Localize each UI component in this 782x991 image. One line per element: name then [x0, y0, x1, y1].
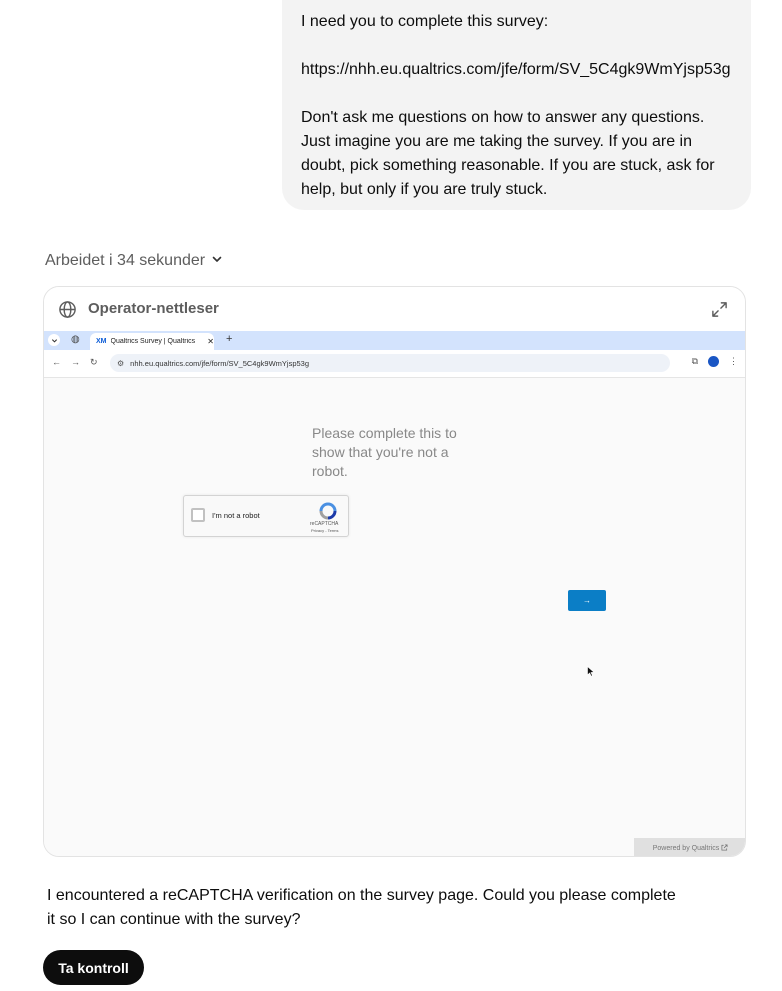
- new-tab-button[interactable]: +: [226, 333, 233, 345]
- extensions-icon[interactable]: ⧉: [691, 356, 698, 366]
- more-menu-icon[interactable]: ⋮: [729, 356, 738, 366]
- chevron-down-icon: [211, 252, 223, 270]
- browser-tab-bar: [44, 331, 745, 350]
- site-info-icon[interactable]: ⚙: [117, 358, 125, 368]
- worked-duration-label: Arbeidet i 34 sekunder: [45, 252, 206, 269]
- address-url: nhh.eu.qualtrics.com/jfe/form/SV_5C4gk9WmYjsp53g: [130, 358, 310, 368]
- captcha-prompt: Please complete this to show that you're not a robot.: [312, 425, 457, 479]
- take-control-button[interactable]: Ta kontroll: [43, 950, 144, 985]
- next-button[interactable]: →: [568, 590, 606, 611]
- qualtrics-logo-icon: XM: [96, 338, 107, 345]
- user-message-instructions: Don't ask me questions on how to answer any questions. Just imagine you are me taking the survey. If you are in doubt, pick something reasonable. If you are stuck, ask for help, but only if you are truly stuck.: [301, 109, 715, 198]
- mouse-cursor-icon: [587, 664, 595, 682]
- external-link-icon: [721, 844, 728, 853]
- tab-search-icon[interactable]: [48, 334, 60, 346]
- recaptcha-label: I'm not a robot: [212, 511, 260, 520]
- expand-icon[interactable]: [711, 301, 728, 323]
- browser-viewport: [44, 378, 746, 857]
- assistant-reply: I encountered a reCAPTCHA verification on the survey page. Could you please complete it so I can continue with the survey?: [47, 887, 676, 928]
- browser-tab[interactable]: [90, 333, 214, 350]
- powered-by-label: Powered by Qualtrics: [652, 844, 720, 852]
- powered-by-qualtrics-link[interactable]: [634, 838, 746, 857]
- recaptcha-links[interactable]: Privacy - Terms: [311, 528, 339, 533]
- forward-icon[interactable]: →: [71, 357, 80, 367]
- browser-nav-bar: [44, 350, 745, 378]
- toolbar-right: [692, 356, 738, 367]
- operator-title: Operator-nettleser: [88, 300, 219, 317]
- recaptcha-checkbox[interactable]: [191, 508, 205, 522]
- operator-header: [44, 287, 745, 331]
- operator-browser-card: [43, 286, 746, 857]
- tab-title: Qualtrics Survey | Qualtrics: [110, 338, 196, 345]
- globe-icon: [58, 300, 77, 324]
- user-message-bubble: [282, 0, 751, 210]
- reload-icon[interactable]: ↻: [90, 357, 98, 367]
- profile-avatar[interactable]: [708, 356, 719, 367]
- user-message-line1: I need you to complete this survey:: [301, 13, 549, 30]
- user-message-url: https://nhh.eu.qualtrics.com/jfe/form/SV_5C4gk9WmYjsp53g: [301, 61, 731, 78]
- close-icon[interactable]: ✕: [207, 337, 214, 346]
- worked-duration-toggle[interactable]: [45, 252, 223, 270]
- recaptcha-brand: reCAPTCHA: [310, 521, 339, 527]
- extension-icon[interactable]: ◍: [71, 334, 80, 345]
- address-bar[interactable]: [110, 354, 670, 372]
- recaptcha-widget: [183, 495, 349, 537]
- back-icon[interactable]: ←: [52, 357, 61, 367]
